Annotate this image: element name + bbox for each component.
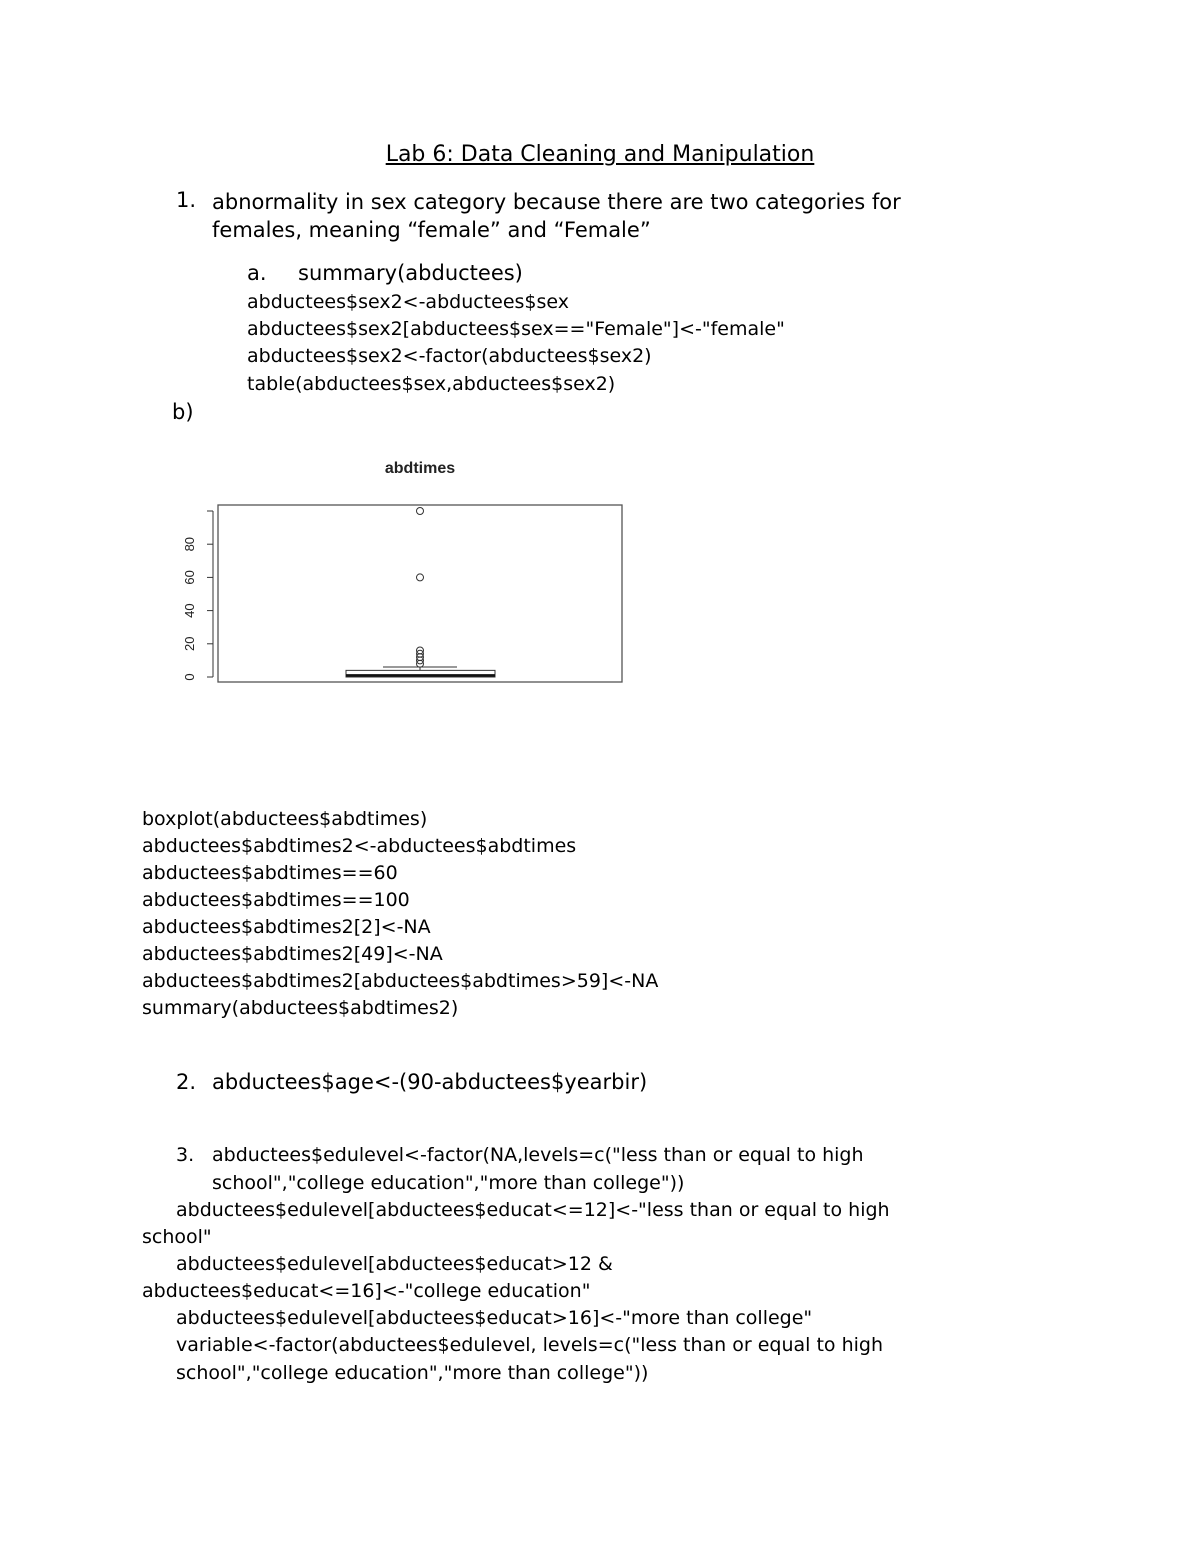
code-line: abductees$edulevel[abductees$educat<=12]<-"less than or equal to high [176, 1199, 890, 1221]
code-line: variable<-factor(abductees$edulevel, levels=c("less than or equal to high [176, 1334, 884, 1356]
outlier-layer [417, 508, 424, 668]
code-line: school" [142, 1226, 212, 1248]
q1-number: 1. [176, 188, 197, 212]
box-layer [346, 667, 495, 677]
outlier-point [417, 508, 424, 515]
q1-line-2: females, meaning “female” and “Female” [212, 218, 651, 242]
q1b-label: b) [172, 400, 194, 424]
y-tick-label: 60 [182, 570, 197, 585]
code-line: school","college education","more than college")) [176, 1362, 649, 1384]
code-line: abductees$edulevel<-factor(NA,levels=c("less than or equal to high [212, 1144, 864, 1166]
plot-frame [218, 505, 622, 682]
y-tick-label: 40 [182, 603, 197, 618]
y-axis [182, 511, 213, 681]
q2-text: abductees$age<-(90-abductees$yearbir) [212, 1070, 648, 1094]
code-line: abductees$abdtimes2<-abductees$abdtimes [142, 835, 577, 857]
code-line: abductees$abdtimes2[2]<-NA [142, 916, 431, 938]
code-line: abductees$sex2<-abductees$sex [247, 291, 569, 313]
code-line: abductees$abdtimes2[abductees$abdtimes>59]<-NA [142, 970, 659, 992]
code-line: school","college education","more than college")) [212, 1172, 685, 1194]
code-line: boxplot(abductees$abdtimes) [142, 808, 428, 830]
code-line: table(abductees$sex,abductees$sex2) [247, 373, 616, 395]
q1-text [212, 188, 901, 244]
y-tick-label: 20 [182, 636, 197, 652]
boxplot-figure [160, 450, 640, 700]
code-line: abductees$edulevel[abductees$educat>16]<-"more than college" [176, 1307, 813, 1329]
q2-number: 2. [176, 1070, 197, 1094]
q1a-text: summary(abductees) [298, 261, 523, 285]
page-title-text: Lab 6: Data Cleaning and Manipulation [385, 142, 815, 167]
code-line: abductees$educat<=16]<-"college education" [142, 1280, 591, 1302]
code-line: abductees$edulevel[abductees$educat>12 & [176, 1253, 613, 1275]
y-tick-label: 0 [182, 673, 197, 681]
code-line: abductees$sex2[abductees$sex=="Female"]<-"female" [247, 318, 785, 340]
code-line: abductees$abdtimes==100 [142, 889, 410, 911]
code-line: abductees$abdtimes==60 [142, 862, 398, 884]
chart-title: abdtimes [384, 460, 456, 477]
q1-line-1: abnormality in sex category because there are two categories for [212, 190, 901, 214]
page-title [0, 142, 1200, 167]
q3-number: 3. [176, 1144, 195, 1166]
q1a-letter: a. [247, 261, 267, 285]
code-line: abductees$abdtimes2[49]<-NA [142, 943, 443, 965]
outlier-point [417, 574, 424, 581]
code-line: abductees$sex2<-factor(abductees$sex2) [247, 345, 652, 367]
y-tick-label: 80 [182, 536, 197, 552]
code-line: summary(abductees$abdtimes2) [142, 997, 459, 1019]
